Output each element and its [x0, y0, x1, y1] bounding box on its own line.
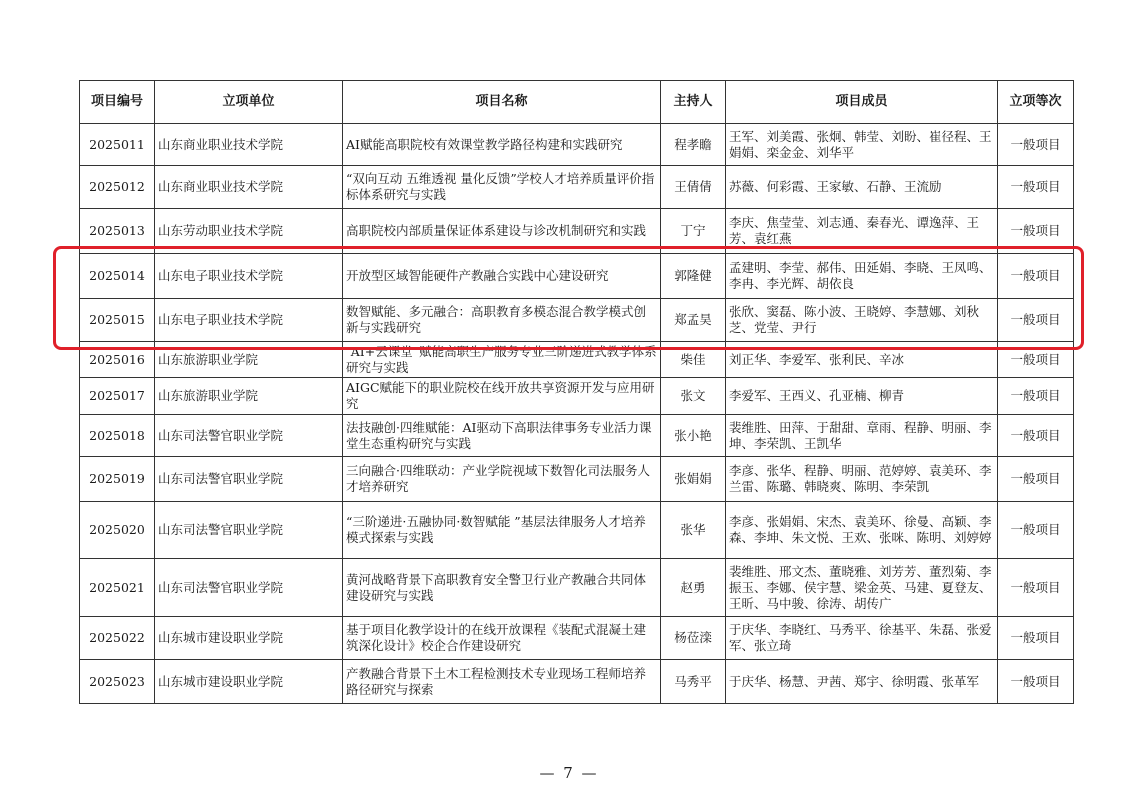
host-cell: 丁宁 [661, 209, 726, 254]
table-header-row [80, 81, 1074, 124]
level-cell: 一般项目 [998, 342, 1074, 378]
host-cell: 王倩倩 [661, 166, 726, 209]
unit-cell: 山东司法警官职业学院 [155, 559, 343, 617]
host-cell: 赵勇 [661, 559, 726, 617]
unit-cell: 山东旅游职业学院 [155, 378, 343, 415]
project-code-cell: 2025012 [80, 166, 155, 209]
host-cell: 马秀平 [661, 660, 726, 704]
members-cell: 孟建明、李莹、郝伟、田延娟、李晓、王凤鸣、李冉、李光辉、胡依良 [726, 254, 998, 299]
project-code-cell: 2025020 [80, 502, 155, 559]
project-code-cell: 2025021 [80, 559, 155, 617]
table-row [80, 559, 1074, 617]
unit-cell: 山东电子职业技术学院 [155, 299, 343, 342]
project-code-cell: 2025015 [80, 299, 155, 342]
project-code-cell: 2025022 [80, 617, 155, 660]
host-cell: 柴佳 [661, 342, 726, 378]
project-name-cell: 数智赋能、多元融合：高职教育多模态混合教学模式创新与实践研究 [343, 299, 661, 342]
unit-cell: 山东司法警官职业学院 [155, 502, 343, 559]
members-cell: 王军、刘美霞、张炯、韩莹、刘盼、崔径程、王娟娟、栾金金、刘华平 [726, 124, 998, 166]
members-cell: 李彦、张华、程静、明丽、范婷婷、袁美环、李兰雷、陈璐、韩晓爽、陈明、李荣凯 [726, 457, 998, 502]
project-name-cell: 高职院校内部质量保证体系建设与诊改机制研究和实践 [343, 209, 661, 254]
table-row [80, 660, 1074, 704]
members-cell: 苏薇、何彩霞、王家敏、石静、王流励 [726, 166, 998, 209]
header-project-code: 项目编号 [80, 81, 155, 124]
level-cell: 一般项目 [998, 502, 1074, 559]
header-members: 项目成员 [726, 81, 998, 124]
members-cell: 李庆、焦莹莹、刘志通、秦春光、谭逸萍、王芳、袁红燕 [726, 209, 998, 254]
project-name-cell: 基于项目化教学设计的在线开放课程《装配式混凝土建筑深化设计》校企合作建设研究 [343, 617, 661, 660]
project-code-cell: 2025011 [80, 124, 155, 166]
host-cell: 张文 [661, 378, 726, 415]
level-cell: 一般项目 [998, 254, 1074, 299]
members-cell: 于庆华、李晓红、马秀平、徐基平、朱磊、张爱军、张立琦 [726, 617, 998, 660]
project-table [79, 80, 1074, 704]
host-cell: 程孝瞻 [661, 124, 726, 166]
unit-cell: 山东旅游职业学院 [155, 342, 343, 378]
table-row [80, 378, 1074, 415]
project-name-cell: AIGC赋能下的职业院校在线开放共享资源开发与应用研究 [343, 378, 661, 415]
project-name-cell: 黄河战略背景下高职教育安全警卫行业产教融合共同体建设研究与实践 [343, 559, 661, 617]
level-cell: 一般项目 [998, 457, 1074, 502]
level-cell: 一般项目 [998, 378, 1074, 415]
table-body [80, 124, 1074, 704]
project-name-cell: AI赋能高职院校有效课堂教学路径构建和实践研究 [343, 124, 661, 166]
host-cell: 郑孟昊 [661, 299, 726, 342]
unit-cell: 山东商业职业技术学院 [155, 166, 343, 209]
unit-cell: 山东城市建设职业学院 [155, 660, 343, 704]
level-cell: 一般项目 [998, 415, 1074, 457]
header-project-name: 项目名称 [343, 81, 661, 124]
project-code-cell: 2025019 [80, 457, 155, 502]
members-cell: 张欣、窦磊、陈小波、王晓婷、李慧娜、刘秋芝、党莹、尹行 [726, 299, 998, 342]
level-cell: 一般项目 [998, 299, 1074, 342]
project-code-cell: 2025018 [80, 415, 155, 457]
project-name-cell: “双向互动 五维透视 量化反馈”学校人才培养质量评价指标体系研究与实践 [343, 166, 661, 209]
header-unit: 立项单位 [155, 81, 343, 124]
members-cell: 裴维胜、邢文杰、董晓雅、刘芳芳、董烈菊、李振玉、李娜、侯宇慧、梁金英、马建、夏登友、王昕、马中骏、徐涛、胡传广 [726, 559, 998, 617]
level-cell: 一般项目 [998, 124, 1074, 166]
host-cell: 张娟娟 [661, 457, 726, 502]
table-row [80, 299, 1074, 342]
members-cell: 李爱军、王西义、孔亚楠、柳青 [726, 378, 998, 415]
project-name-cell: 开放型区域智能硬件产教融合实践中心建设研究 [343, 254, 661, 299]
project-name-cell: 产教融合背景下土木工程检测技术专业现场工程师培养路径研究与探索 [343, 660, 661, 704]
project-code-cell: 2025014 [80, 254, 155, 299]
project-code-cell: 2025013 [80, 209, 155, 254]
project-name-cell: “AI+云课堂”赋能高职生产服务专业三阶递进式教学体系研究与实践 [343, 342, 661, 378]
project-name-cell: 三向融合·四维联动：产业学院视域下数智化司法服务人才培养研究 [343, 457, 661, 502]
project-name-cell: “三阶递进·五融协同·数智赋能 ”基层法律服务人才培养模式探索与实践 [343, 502, 661, 559]
unit-cell: 山东劳动职业技术学院 [155, 209, 343, 254]
host-cell: 郭隆健 [661, 254, 726, 299]
project-code-cell: 2025023 [80, 660, 155, 704]
table-row [80, 342, 1074, 378]
header-host: 主持人 [661, 81, 726, 124]
table-row [80, 457, 1074, 502]
level-cell: 一般项目 [998, 617, 1074, 660]
table-row [80, 124, 1074, 166]
project-code-cell: 2025016 [80, 342, 155, 378]
members-cell: 裴维胜、田萍、于甜甜、章雨、程静、明丽、李坤、李荣凯、王凯华 [726, 415, 998, 457]
host-cell: 张小艳 [661, 415, 726, 457]
table-row [80, 166, 1074, 209]
unit-cell: 山东商业职业技术学院 [155, 124, 343, 166]
unit-cell: 山东司法警官职业学院 [155, 415, 343, 457]
table-row [80, 617, 1074, 660]
table-row [80, 254, 1074, 299]
host-cell: 张华 [661, 502, 726, 559]
table-row [80, 502, 1074, 559]
unit-cell: 山东司法警官职业学院 [155, 457, 343, 502]
unit-cell: 山东城市建设职业学院 [155, 617, 343, 660]
unit-cell: 山东电子职业技术学院 [155, 254, 343, 299]
header-level: 立项等次 [998, 81, 1074, 124]
project-name-cell: 法技融创·四维赋能：AI驱动下高职法律事务专业活力课堂生态重构研究与实践 [343, 415, 661, 457]
level-cell: 一般项目 [998, 559, 1074, 617]
level-cell: 一般项目 [998, 166, 1074, 209]
host-cell: 杨莅滦 [661, 617, 726, 660]
members-cell: 刘正华、李爱军、张利民、辛冰 [726, 342, 998, 378]
level-cell: 一般项目 [998, 660, 1074, 704]
members-cell: 李彦、张娟娟、宋杰、袁美环、徐曼、高颖、李森、李坤、朱文悦、王欢、张咪、陈明、刘婷婷 [726, 502, 998, 559]
level-cell: 一般项目 [998, 209, 1074, 254]
table-row [80, 415, 1074, 457]
project-code-cell: 2025017 [80, 378, 155, 415]
table-row [80, 209, 1074, 254]
members-cell: 于庆华、杨慧、尹茜、郑宇、徐明霞、张革军 [726, 660, 998, 704]
page-number: — 7 — [539, 764, 599, 782]
